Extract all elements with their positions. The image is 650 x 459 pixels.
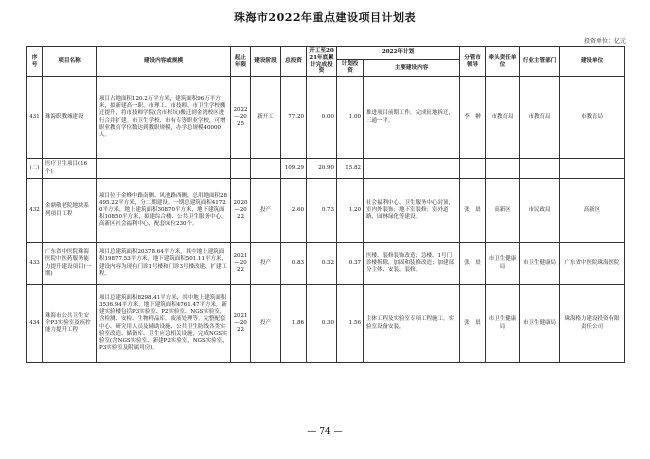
cell-stage: 投产 — [251, 179, 281, 243]
cell-plan-invest: 1.20 — [337, 179, 364, 243]
cell-name: 珠海职教城建设 — [43, 77, 97, 159]
cell-total: 77.20 — [281, 77, 307, 159]
cell-cumulative: 0.00 — [307, 77, 337, 159]
document-title: 珠海市2022年重点建设项目计划表 — [233, 11, 417, 24]
header-builder: 建设单位 — [560, 47, 625, 77]
cell-builder: 高新区 — [560, 179, 625, 243]
header-plan-invest: 计划投资 — [337, 59, 364, 77]
header-dept: 行业主管部门 — [520, 47, 560, 77]
cell-plan-invest: 15.82 — [337, 159, 364, 179]
table-row — [27, 77, 625, 159]
header-plan-content: 主要建设内容 — [364, 59, 460, 77]
page-number: — 74 — — [307, 427, 343, 437]
cell-period: 2022—2025 — [231, 77, 251, 159]
cell-content: 项目总建筑面积20378.64平方米，其中地上建筑面积19877.53平方米，地下建筑面积501.11平方米，建设内容为现有门诊1号楼和门诊3号楼改建、扩建工程。 — [97, 243, 231, 285]
cell-stage — [251, 159, 281, 179]
cell-total: 109.29 — [281, 159, 307, 179]
cell-lead-unit: 市卫生健康局 — [486, 285, 520, 363]
cell-name: 珠海市公共卫生安全P3实验室及疾控能力提升工程 — [43, 285, 97, 363]
header-period: 起止年限 — [231, 47, 251, 77]
cell-seq: 433 — [27, 243, 43, 285]
header-stage: 建设阶段 — [251, 47, 281, 77]
cell-total: 0.83 — [281, 243, 307, 285]
cell-leader: 张 晨 — [460, 243, 486, 285]
cell-builder: 广东省中医院珠海医院 — [560, 243, 625, 285]
cell-plan-content: 主体工程及实验室专项工程施工，实验室设备安装。 — [364, 285, 460, 363]
cell-seq: 431 — [27, 77, 43, 159]
cell-leader: 张 晨 — [460, 179, 486, 243]
cell-lead-unit — [486, 159, 520, 179]
cell-period: 2021—2022 — [231, 243, 251, 285]
cell-period — [231, 159, 251, 179]
cell-builder: 珠海格力建设投资有限责任公司 — [560, 285, 625, 363]
cell-name: 广东省中医院珠海医院中医药服务能力提升建设项目(一期) — [43, 243, 97, 285]
header-name: 项目名称 — [43, 47, 97, 77]
cell-content: 项目占地面积120.2万平方米，建筑面积96万平方米，拟新建高一职、市理工、市技师、市卫生学校搬迁提升，将市技师学院(含市杉坑)搬迁到金湾校区进行合并扩建。市卫生学校、市有专等职业学校，可增职业教育学位数达到教职规模，办学总规模40000人。 — [97, 77, 231, 159]
cell-plan-invest: 0.37 — [337, 243, 364, 285]
cell-seq: 434 — [27, 285, 43, 363]
cell-builder — [560, 159, 625, 179]
cell-dept: 市卫生健康局 — [520, 243, 560, 285]
header-total: 总投资 — [281, 47, 307, 77]
cell-seq: 432 — [27, 179, 43, 243]
cell-content: 项目位于金峰中路南侧、风池路西侧，总用地面积28495.22平方米，分二期建设。一期总建筑面积41720平方米，地上建筑面积30870平方米，地下建筑面积10850平方米，拟建综合楼、公共卫生服务中心、高新区社会福利中心，配套床位230个。 — [97, 179, 231, 243]
table-row — [27, 159, 625, 179]
cell-cumulative: 0.30 — [307, 285, 337, 363]
cell-lead-unit: 高新区 — [486, 179, 520, 243]
cell-dept: 市民政局 — [520, 179, 560, 243]
cell-plan-content: 医楼、装修装饰改造；急楼、1号门诊楼拆除，加固和装修改造；加建部分主体、安装、装修。 — [364, 243, 460, 285]
cell-total: 2.60 — [281, 179, 307, 243]
cell-content — [97, 159, 231, 179]
cell-builder: 市教育局 — [560, 77, 625, 159]
cell-stage: 新开工 — [251, 77, 281, 159]
cell-plan-content — [364, 159, 460, 179]
cell-leader — [460, 159, 486, 179]
cell-lead-unit: 市教育局 — [486, 77, 520, 159]
cell-dept: 市卫生健康局 — [520, 285, 560, 363]
header-content: 建设内容或规模 — [97, 47, 231, 77]
cell-name: 金鼎敬老院地块系列项目工程 — [43, 179, 97, 243]
header-leader: 分管市领导 — [460, 47, 486, 77]
cell-plan-invest: 1.00 — [337, 77, 364, 159]
cell-cumulative: 0.73 — [307, 179, 337, 243]
cell-plan-content: 推进项目前期工作，完成征地拆迁，三通一平。 — [364, 77, 460, 159]
cell-cumulative: 0.32 — [307, 243, 337, 285]
cell-seq: (二) — [27, 159, 43, 179]
cell-stage: 投产 — [251, 285, 281, 363]
header-seq: 序号 — [27, 47, 43, 77]
header-plan-group: 2022年计划 — [337, 47, 460, 60]
unit-label: 投资单位：亿元 — [583, 38, 626, 45]
header-lead-unit: 牵头责任单位 — [486, 47, 520, 77]
cell-name: 医疗卫生项目(16个) — [43, 159, 97, 179]
cell-period: 2021—2022 — [231, 285, 251, 363]
cell-leader: 李 翀 — [460, 77, 486, 159]
cell-plan-invest: 1.56 — [337, 285, 364, 363]
cell-content: 项目总建筑面积8298.41平方米，其中地上建筑面积3536.94平方米，地下建筑面积4761.47平方米。新建实验楼包括P3实验室、P2实验室、NGS实验室，含检测、安检、生物样品库，废液处理等。完整配套中心、研究用人员及辅助设施、公共卫生防线各类实验室改造、储备库、卫生应急相关设施，完成NGS实验室(含NGS实验室、新建P2实验室、NGS实验室、P3实验室及附属用房)。 — [97, 285, 231, 363]
table-row — [27, 285, 625, 363]
cell-plan-content: 社会福利中心、卫生服务中心封顶，室内外装饰；地下室装修；室外道路、园林绿化等建设。 — [364, 179, 460, 243]
cell-stage: 投产 — [251, 243, 281, 285]
cell-cumulative: 20.90 — [307, 159, 337, 179]
table-row — [27, 179, 625, 243]
cell-total: 1.86 — [281, 285, 307, 363]
cell-leader: 张 晨 — [460, 285, 486, 363]
header-cumulative: 开工至2021年底累计完成投资 — [307, 47, 337, 77]
cell-lead-unit: 市卫生健康局 — [486, 243, 520, 285]
cell-dept — [520, 159, 560, 179]
cell-period: 2020—2022 — [231, 179, 251, 243]
cell-dept: 市教育局 — [520, 77, 560, 159]
table-row — [27, 243, 625, 285]
project-table — [26, 46, 625, 363]
